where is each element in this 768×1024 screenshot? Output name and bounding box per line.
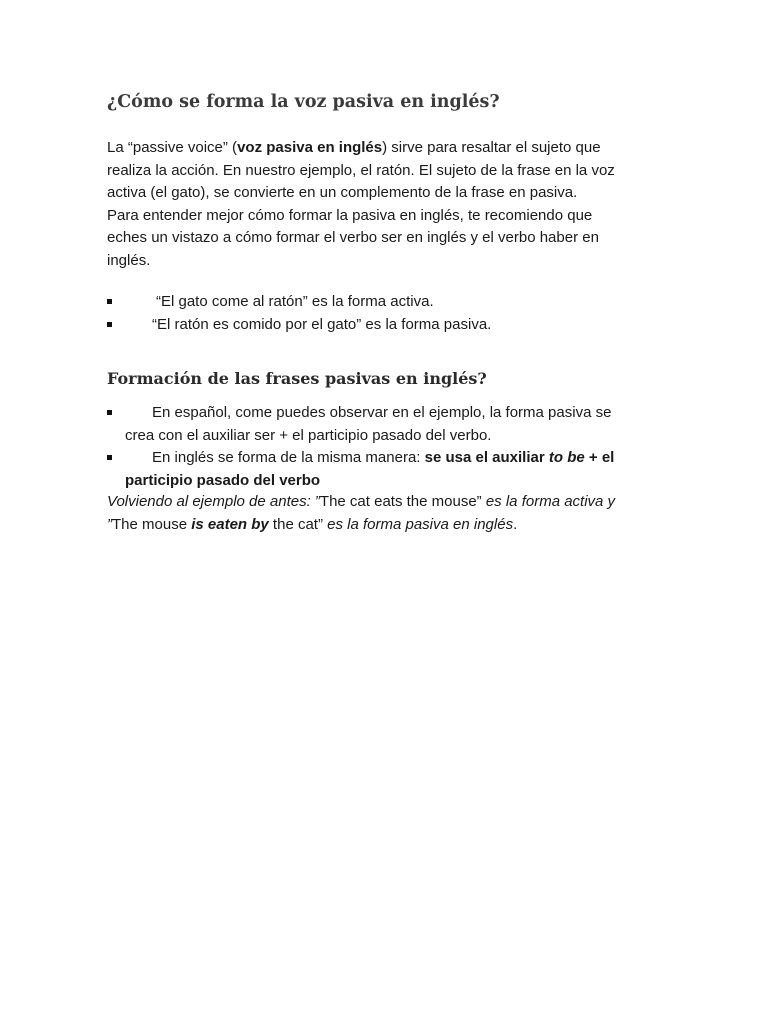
bold-text-run: voz pasiva en inglés (237, 139, 383, 156)
italic-text-run: ” (314, 493, 320, 510)
heading-como-se-forma: ¿Cómo se forma la voz pasiva en inglés? (107, 92, 500, 112)
list-item-text: “El gato come al ratón” es la forma activa. (156, 293, 434, 310)
list-item-text: En inglés se forma de la misma manera: (152, 449, 425, 466)
text-run: ) sirve para resaltar el sujeto que (382, 139, 601, 156)
text-run: The mouse (112, 515, 192, 533)
italic-text-run: ” (107, 515, 112, 533)
square-bullet-icon (107, 322, 112, 327)
example-line-1 (107, 491, 677, 514)
bold-italic-text-run: is eaten by (191, 515, 269, 533)
bold-text-run: + el (584, 449, 615, 466)
example-line-2 (107, 514, 677, 537)
italic-text-run: es la forma activa y (481, 493, 616, 510)
example-paragraph (107, 491, 677, 536)
paragraph-line-6: inglés. (107, 251, 151, 269)
paragraph-line-1 (107, 137, 667, 160)
list-item (107, 447, 667, 470)
list-item-continuation: crea con el auxiliar ser + el participio pasado del verbo. (125, 426, 492, 444)
text-run: La “passive voice” ( (107, 139, 238, 156)
paragraph-line-2: realiza la acción. En nuestro ejemplo, el ratón. El sujeto de la frase en la voz (107, 161, 615, 179)
bullet-list-examples (107, 291, 667, 336)
intro-paragraph (107, 137, 667, 272)
paragraph-line-4: Para entender mejor cómo formar la pasiva en inglés, te recomiendo que (107, 206, 593, 224)
bold-text-run: se usa el auxiliar (424, 449, 549, 466)
square-bullet-icon (107, 455, 112, 460)
list-item (107, 402, 667, 425)
italic-text-run: Volviendo al ejemplo de antes: (107, 493, 315, 510)
italic-text-run: es la forma pasiva en inglés (322, 515, 514, 533)
list-item-text: “El ratón es comido por el gato” es la forma pasiva. (152, 315, 492, 333)
text-run: . (513, 515, 518, 533)
text-run: the cat” (268, 515, 323, 533)
list-item (107, 291, 667, 314)
list-item-text: En español, come puedes observar en el ejemplo, la forma pasiva se (152, 404, 612, 421)
heading-formacion: Formación de las frases pasivas en inglés? (107, 369, 487, 388)
paragraph-line-3: activa (el gato), se convierte en un complemento de la frase en pasiva. (107, 184, 578, 201)
list-item-continuation: participio pasado del verbo (125, 471, 321, 489)
text-run: The cat eats the mouse” (319, 493, 482, 510)
list-item (107, 314, 667, 337)
square-bullet-icon (107, 410, 112, 415)
paragraph-line-5: eches un vistazo a cómo formar el verbo ser en inglés y el verbo haber en (107, 229, 599, 246)
square-bullet-icon (107, 299, 112, 304)
bold-italic-text-run: to be (548, 449, 585, 466)
bullet-list-formation (107, 402, 667, 492)
